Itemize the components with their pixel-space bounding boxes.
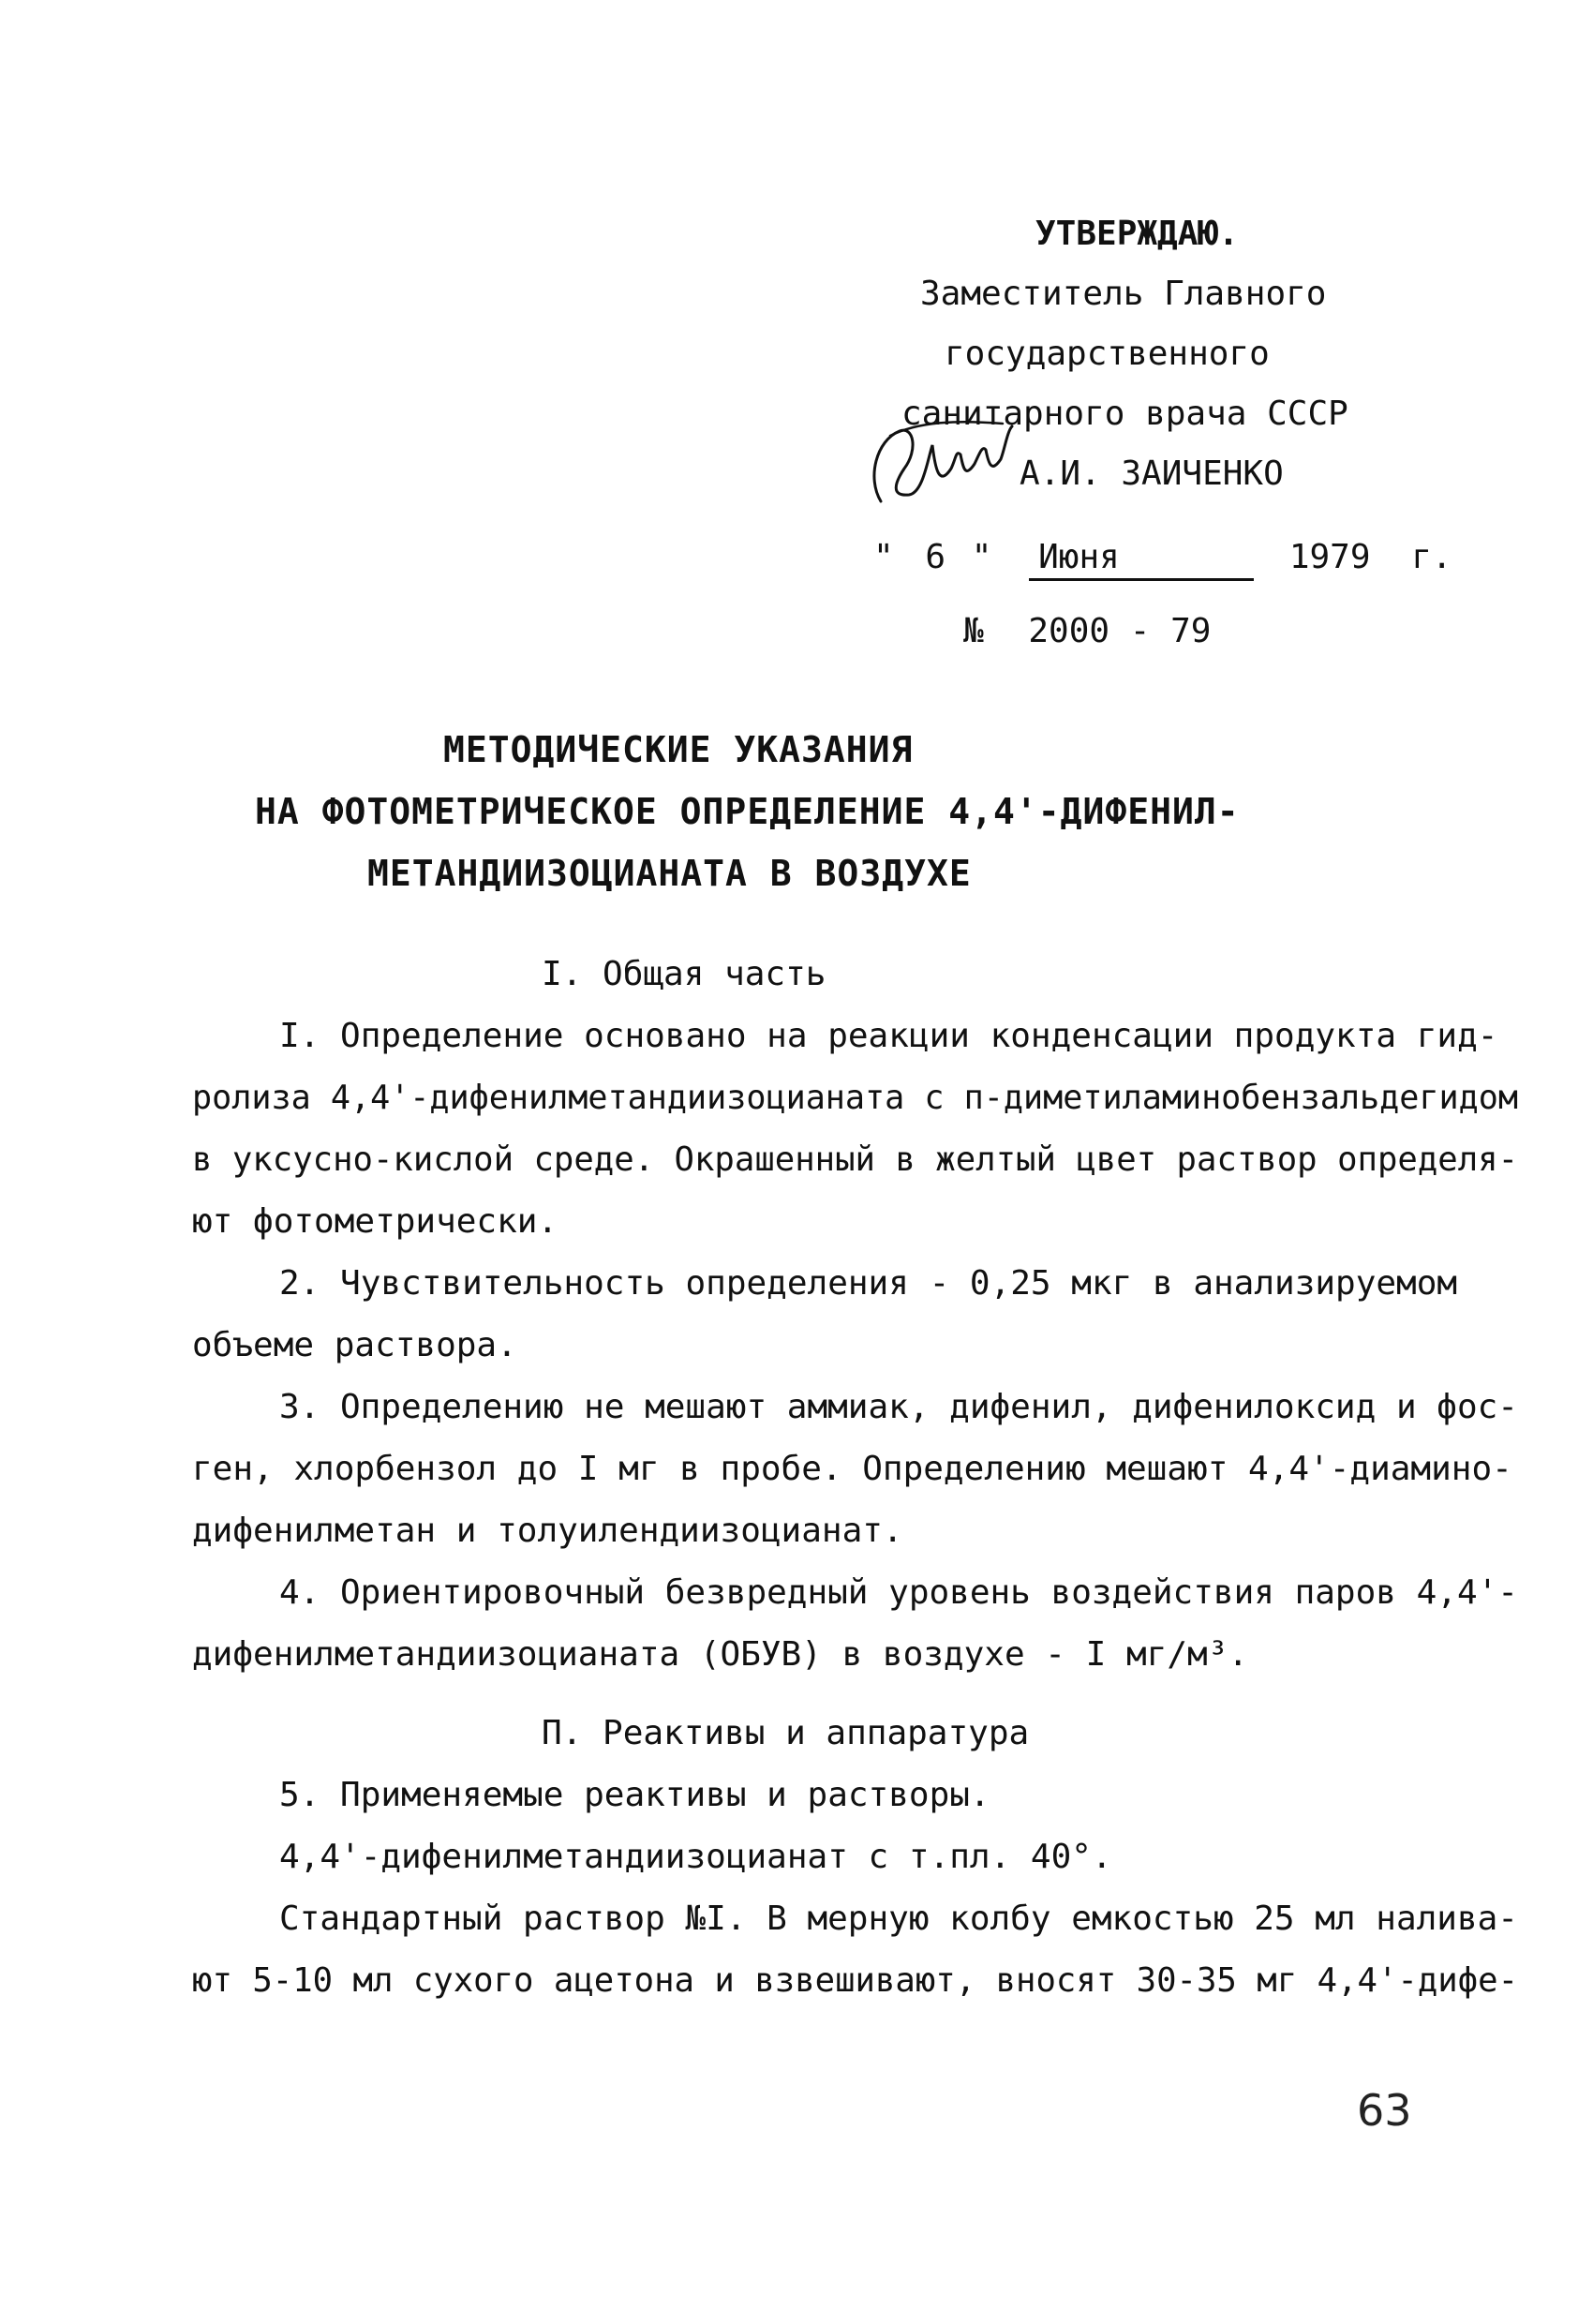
paragraph-3-line-3: дифенилметан и толуилендиизоцианат.	[192, 1512, 903, 1550]
page-number: 63	[1357, 2085, 1412, 2136]
approval-number	[963, 611, 1211, 652]
paragraph-1-line-4: ют фотометрически.	[192, 1202, 558, 1241]
paragraph-7-line-1: Стандартный раствор №I. В мерную колбу емкостью 25 мл налива-	[279, 1899, 1518, 1938]
paragraph-5: 5. Применяемые реактивы и растворы.	[279, 1776, 990, 1814]
date-day: 6	[925, 538, 946, 576]
paragraph-4-line-2: дифенилметандиизоцианата (ОБУВ) в воздухе - I мг/м³.	[192, 1635, 1249, 1674]
section-2-heading: П. Реактивы и аппаратура	[542, 1714, 1030, 1752]
approver-position-line-2: государственного	[945, 335, 1270, 373]
approver-position-line-3: санитарного врача СССР	[901, 395, 1348, 433]
number-label: №	[963, 612, 984, 650]
paragraph-6: 4,4'-дифенилметандиизоцианат с т.пл. 40°.	[279, 1838, 1112, 1876]
approver-position-line-1: Заместитель Главного	[920, 275, 1327, 313]
paragraph-3-line-1: 3. Определению не мешают аммиак, дифенил, дифенилоксид и фос-	[279, 1388, 1518, 1426]
title-line-2: НА ФОТОМЕТРИЧЕСКОЕ ОПРЕДЕЛЕНИЕ 4,4'-ДИФЕНИЛ-	[255, 791, 1240, 832]
paragraph-1-line-2: ролиза 4,4'-дифенилметандиизоцианата с п-диметиламинобензальдегидом	[192, 1079, 1518, 1117]
paragraph-3-line-2: ген, хлорбензол до I мг в пробе. Определению мешают 4,4'-диамино-	[192, 1450, 1512, 1488]
paragraph-2-line-2: объеме раствора.	[192, 1326, 517, 1364]
number-value: 2000 - 79	[1028, 612, 1212, 650]
handwritten-signature	[862, 412, 1021, 515]
date-year-suffix: г.	[1411, 538, 1452, 576]
approval-stamp: УТВЕРЖДАЮ.	[1035, 215, 1239, 253]
title-line-3: МЕТАНДИИЗОЦИАНАТА В ВОЗДУХЕ	[367, 853, 972, 894]
paragraph-1-line-1: I. Определение основано на реакции конденсации продукта гид-	[279, 1017, 1498, 1055]
date-month: Июня	[1029, 537, 1254, 581]
signatory-name: А.И. ЗАИЧЕНКО	[1020, 454, 1284, 493]
paragraph-1-line-3: в уксусно-кислой среде. Окрашенный в желтый цвет раствор определя-	[192, 1140, 1519, 1179]
approval-date	[873, 537, 1452, 581]
title-line-1: МЕТОДИЧЕСКИЕ УКАЗАНИЯ	[443, 729, 914, 770]
paragraph-7-line-2: ют 5-10 мл сухого ацетона и взвешивают, вносят 30-35 мг 4,4'-дифе-	[192, 1961, 1519, 2000]
paragraph-2-line-1: 2. Чувствительность определения - 0,25 мкг в анализируемом	[279, 1264, 1458, 1303]
paragraph-4-line-1: 4. Ориентировочный безвредный уровень воздействия паров 4,4'-	[279, 1573, 1518, 1612]
date-year: 1979	[1288, 538, 1371, 576]
date-open-quote: "	[873, 538, 894, 576]
section-1-heading: I. Общая часть	[542, 955, 826, 993]
date-close-quote: "	[971, 538, 992, 576]
